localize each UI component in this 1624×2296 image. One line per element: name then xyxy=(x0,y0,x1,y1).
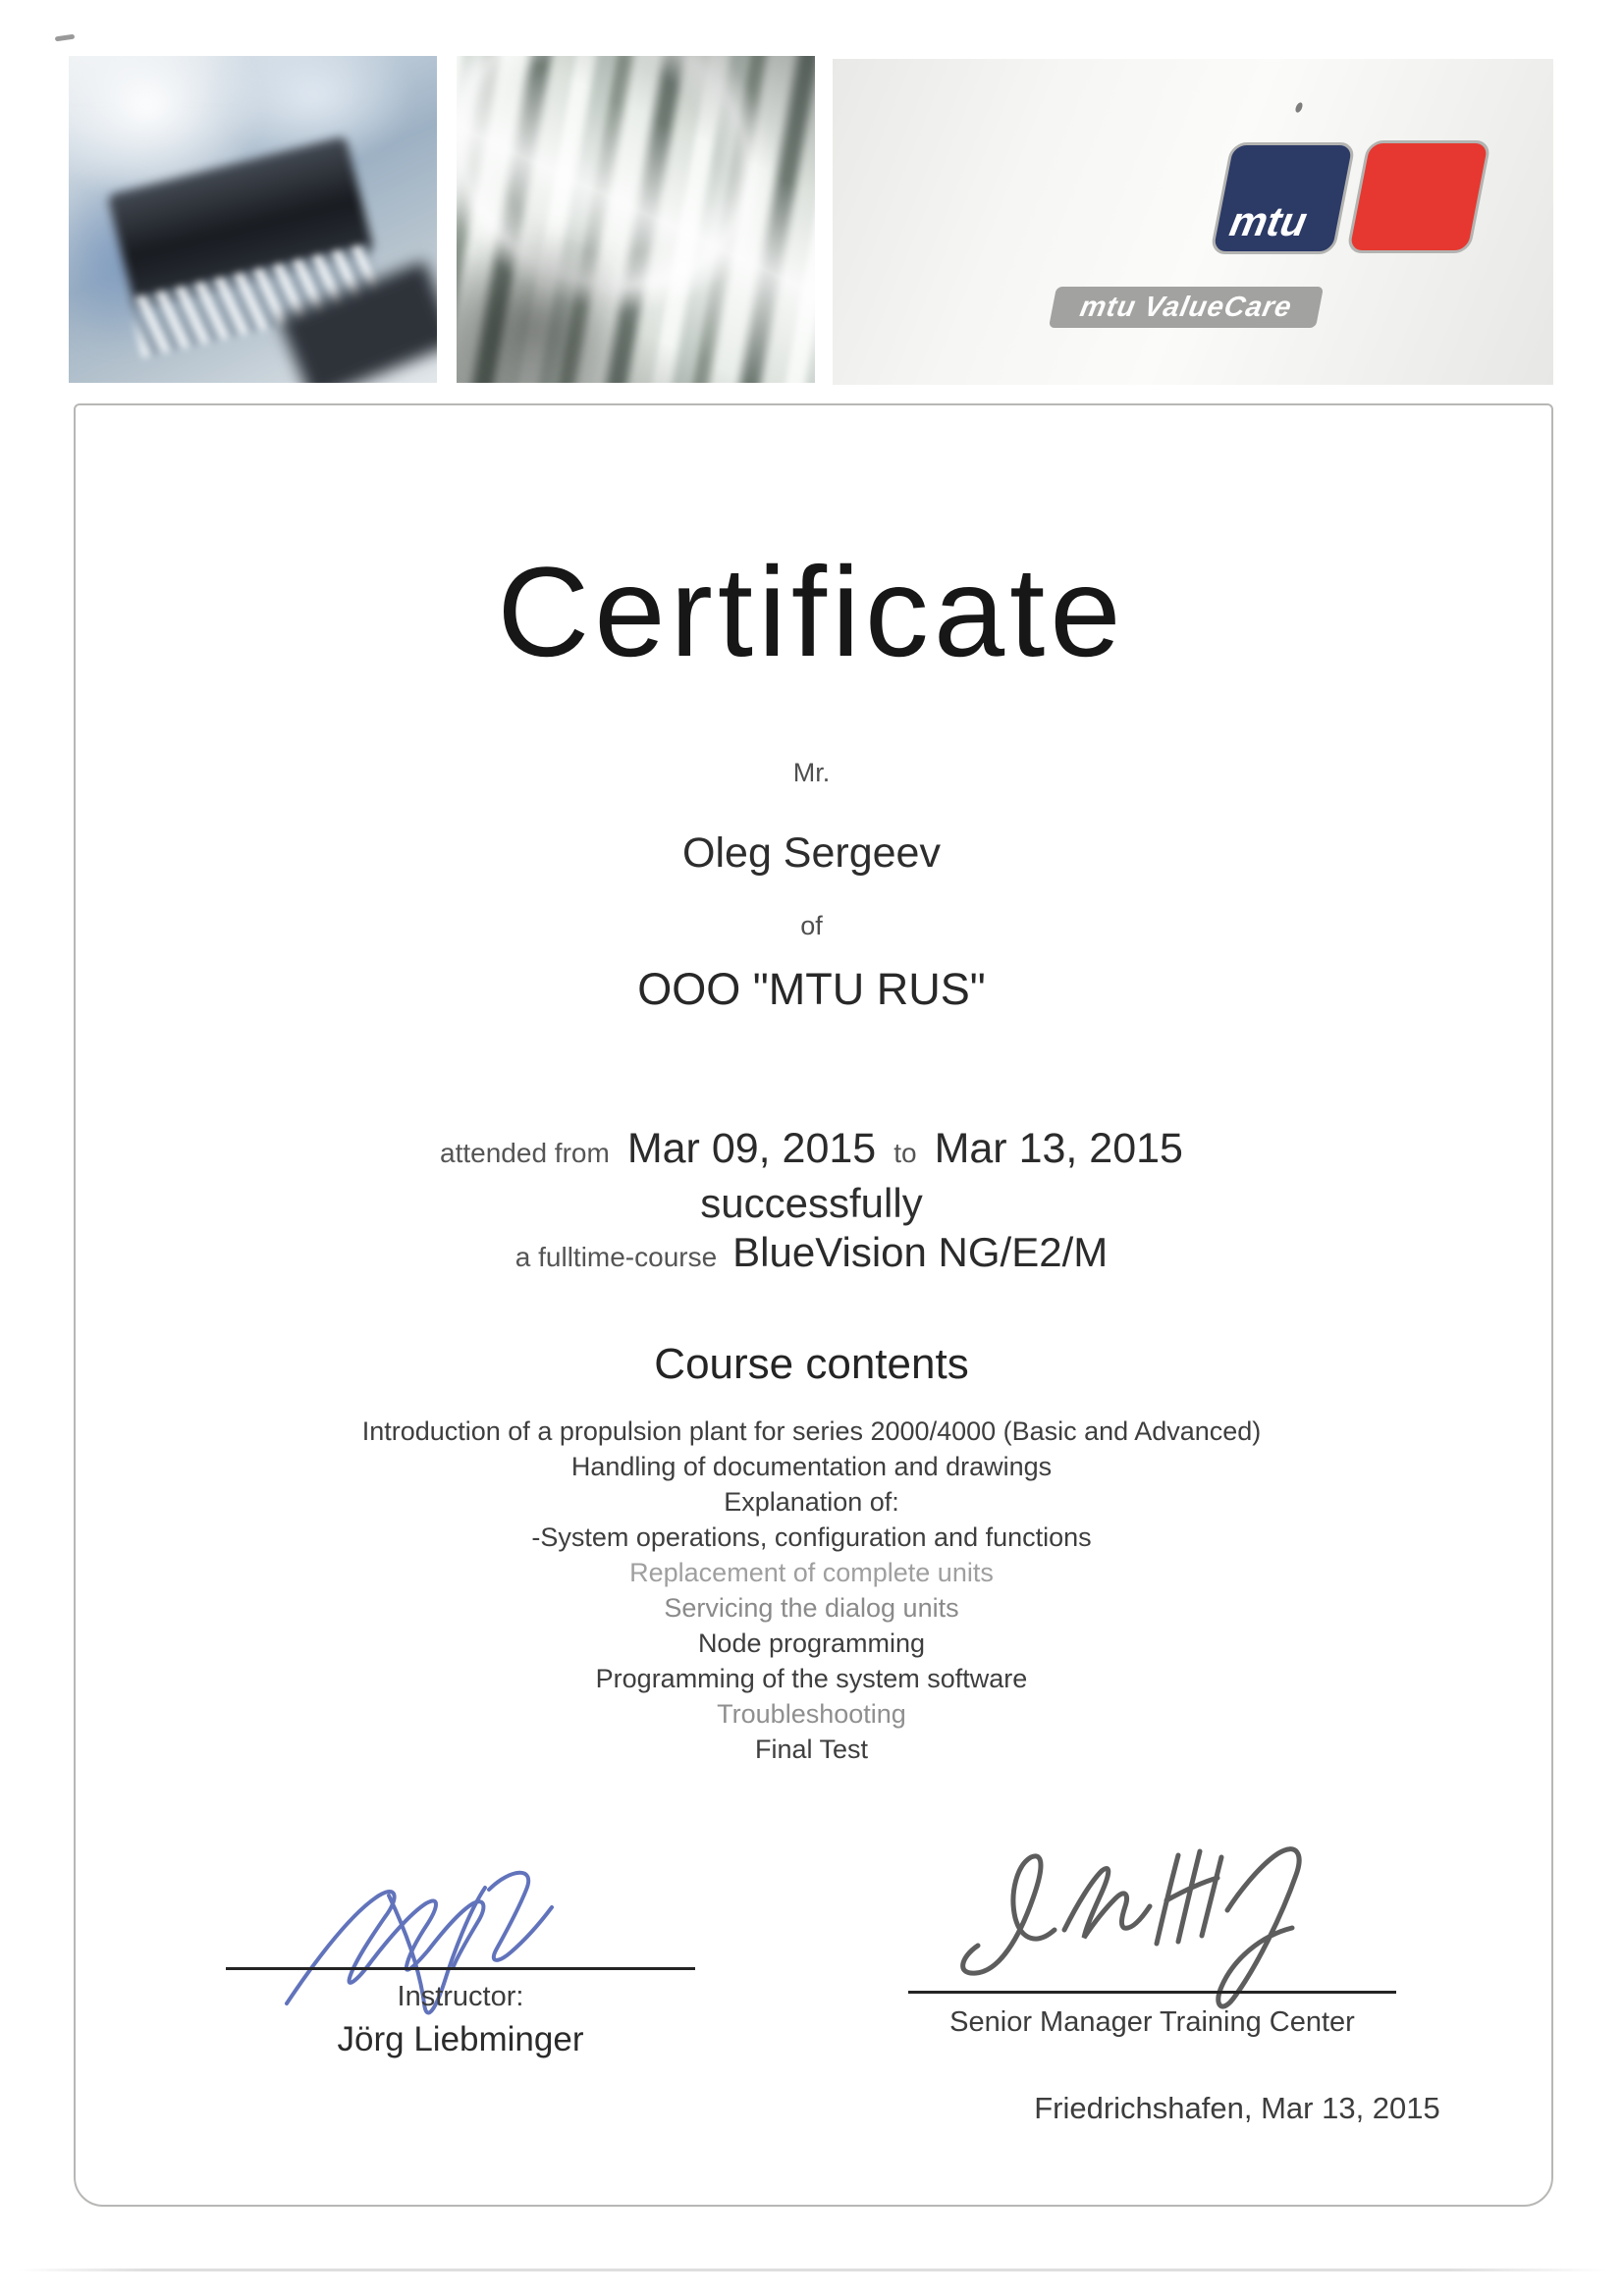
course-content-line: Programming of the system software xyxy=(595,1664,1028,1693)
course-content-line: Replacement of complete units xyxy=(629,1558,994,1587)
course-content-line: Node programming xyxy=(697,1629,926,1658)
mtu-logo-red-tile xyxy=(1346,140,1491,253)
successfully-text: successfully xyxy=(700,1180,923,1226)
course-contents-heading: Course contents xyxy=(654,1340,969,1388)
course-row xyxy=(74,1229,1549,1276)
place-and-date: Friedrichshafen, Mar 13, 2015 xyxy=(1034,2091,1440,2125)
course-content-line: -System operations, configuration and functions xyxy=(531,1522,1092,1552)
company-name: OOO "MTU RUS" xyxy=(637,964,986,1014)
engine-photo xyxy=(457,56,815,383)
date-from: Mar 09, 2015 xyxy=(626,1125,877,1172)
date-to: Mar 13, 2015 xyxy=(934,1125,1183,1172)
scan-artifact-line xyxy=(18,2269,1608,2271)
mtu-valuecare-text: mtu ValueCare xyxy=(1077,291,1295,323)
of-label: of xyxy=(800,911,823,940)
course-content-line: Servicing the dialog units xyxy=(664,1593,959,1623)
certificate-title: Certificate xyxy=(497,540,1126,683)
attended-from-label: attended from xyxy=(440,1138,610,1168)
course-content-line: Final Test xyxy=(754,1735,869,1764)
course-name: BlueVision NG/E2/M xyxy=(732,1229,1109,1275)
salutation: Mr. xyxy=(792,758,831,787)
course-content-line: Handling of documentation and drawings xyxy=(570,1452,1053,1481)
manager-role-label: Senior Manager Training Center xyxy=(949,2006,1355,2038)
course-content-line: Introduction of a propulsion plant for series 2000/4000 (Basic and Advanced) xyxy=(361,1416,1262,1446)
course-contents-list xyxy=(74,1414,1549,1767)
photo-layer xyxy=(457,226,643,383)
to-label: to xyxy=(893,1138,917,1168)
instructor-name: Jörg Liebminger xyxy=(337,2020,584,2058)
course-content-line: Explanation of: xyxy=(724,1487,899,1517)
mtu-logo-text: mtu xyxy=(1225,198,1311,244)
attendance-row xyxy=(74,1125,1549,1173)
scan-artifact-dash xyxy=(55,34,76,42)
instructor-role-label: Instructor: xyxy=(397,1981,524,2012)
course-label: a fulltime-course xyxy=(514,1242,718,1272)
course-content-line: Troubleshooting xyxy=(717,1699,906,1729)
mtu-valuecare-badge xyxy=(1049,287,1324,328)
mtu-logo-blue-tile xyxy=(1210,142,1356,254)
manager-signature-line xyxy=(908,1991,1396,1994)
attendee-name: Oleg Sergeev xyxy=(682,829,941,877)
instructor-signature-line xyxy=(226,1967,695,1970)
circuit-board-photo xyxy=(69,56,437,383)
